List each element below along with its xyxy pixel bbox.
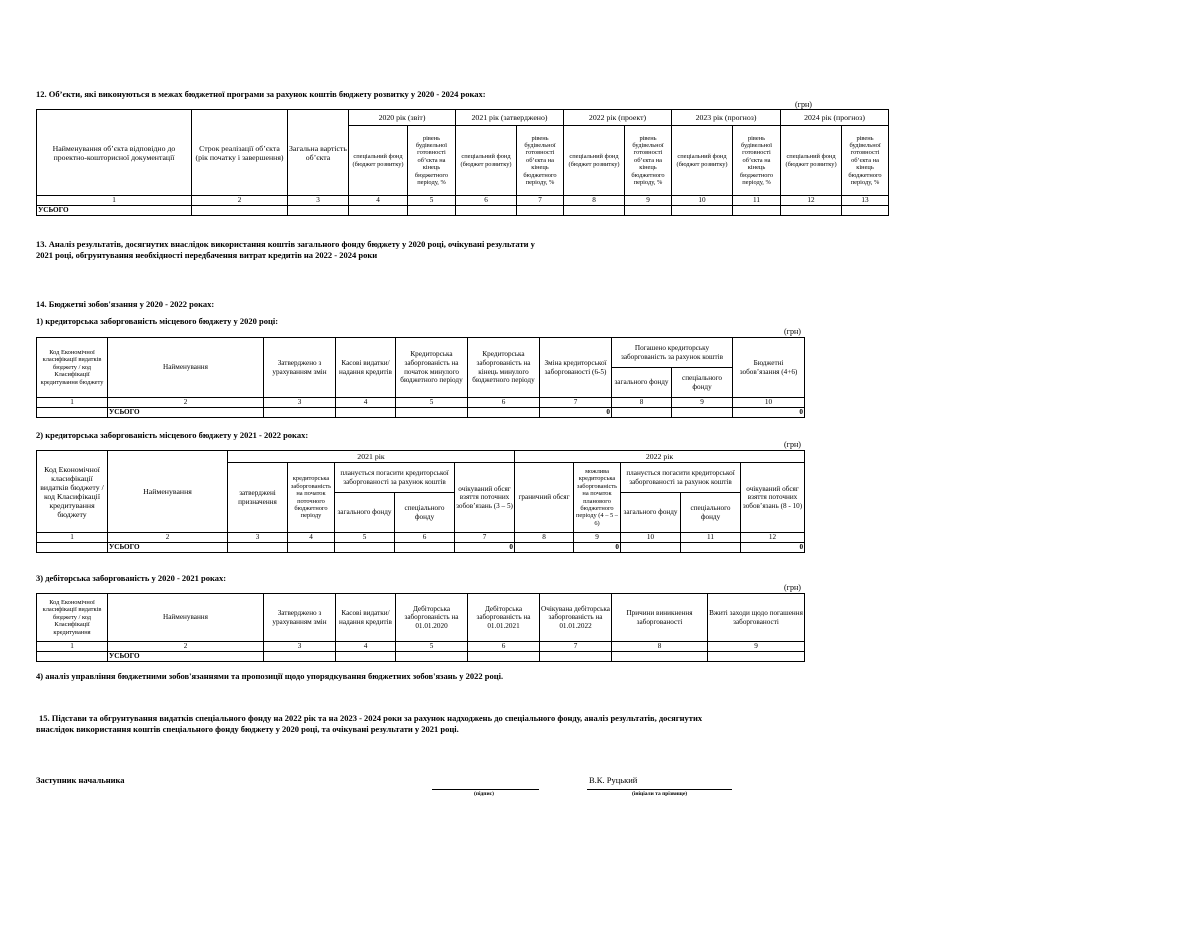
col-number: 9 bbox=[708, 642, 805, 652]
year-2024-header: 2024 рік (прогноз) bbox=[781, 110, 889, 126]
payables-2020-table bbox=[36, 337, 805, 418]
col-payables-start: Кредиторська заборгованість на початок минулого бюджетного періоду bbox=[396, 338, 468, 398]
col-payables-end: Кредиторська заборгованість на кінець минулого бюджетного періоду bbox=[468, 338, 540, 398]
col-special-fund: спеціальний фонд (бюджет розвитку) bbox=[349, 126, 408, 196]
payables-2021-2022-title: 2) кредиторська заборгованість місцевого бюджету у 2021 - 2022 роках: bbox=[36, 430, 309, 440]
col-number: 3 bbox=[288, 196, 349, 206]
col-approved-2021: затверджені призначення bbox=[228, 463, 288, 533]
col-number: 5 bbox=[396, 398, 468, 408]
col-payables-change: Зміна кредиторської заборгованості (6-5) bbox=[540, 338, 612, 398]
signature-caption: (підпис) bbox=[474, 791, 494, 797]
col-limit-2022: граничний обсяг bbox=[515, 463, 574, 533]
col-code: Код Економічної класифікації видатків бюджету / код Класифікації кредитування бюджету bbox=[37, 338, 108, 398]
col-number: 4 bbox=[336, 398, 396, 408]
year-2022-header: 2022 рік bbox=[515, 451, 805, 463]
col-number: 2 bbox=[192, 196, 288, 206]
receivables-table bbox=[36, 593, 805, 662]
col-number: 2 bbox=[108, 533, 228, 543]
col-number: 12 bbox=[741, 533, 805, 543]
col-number: 1 bbox=[37, 196, 192, 206]
total-expected-obligations-2022: 0 bbox=[741, 543, 805, 553]
col-number: 10 bbox=[621, 533, 681, 543]
col-number: 8 bbox=[564, 196, 625, 206]
col-expected-obligations-2022: очікуваний обсяг взяття поточних зобов’язань (8 - 10) bbox=[741, 463, 805, 533]
col-name: Найменування bbox=[108, 451, 228, 533]
col-approved: Затверджено з урахуванням змін bbox=[264, 338, 336, 398]
col-approved: Затверджено з урахуванням змін bbox=[264, 594, 336, 642]
col-obligations: Бюджетні зобов’язання (4+6) bbox=[733, 338, 805, 398]
col-number: 7 bbox=[540, 398, 612, 408]
section-12-title: 12. Об’єкти, які виконуються в межах бюджетної програми за рахунок коштів бюджету розвитку у 2020 - 2024 роках: bbox=[36, 89, 486, 99]
receivables-unit: (грн) bbox=[784, 583, 801, 592]
receivables-title: 3) дебіторська заборгованість у 2020 - 2021 роках: bbox=[36, 573, 227, 583]
total-row-label: УСЬОГО bbox=[37, 206, 192, 216]
total-expected-obligations-2021: 0 bbox=[455, 543, 515, 553]
col-number: 5 bbox=[335, 533, 395, 543]
year-2021-header: 2021 рік (затверджено) bbox=[456, 110, 564, 126]
col-number: 1 bbox=[37, 642, 108, 652]
col-number: 4 bbox=[288, 533, 335, 543]
col-name: Найменування bbox=[108, 338, 264, 398]
col-expected-obligations-2021: очікуваний обсяг взяття поточних зобов’язань (3 – 5) bbox=[455, 463, 515, 533]
col-number: 2 bbox=[108, 642, 264, 652]
col-special-fund: спеціальний фонд (бюджет розвитку) bbox=[564, 126, 625, 196]
capital-objects-table bbox=[36, 109, 889, 216]
col-name: Найменування bbox=[108, 594, 264, 642]
year-2023-header: 2023 рік (прогноз) bbox=[672, 110, 781, 126]
col-number: 6 bbox=[456, 196, 517, 206]
col-number: 5 bbox=[408, 196, 456, 206]
col-code: Код Економічної класифікації видатків бюджету / код Класифікації кредитування бюджету bbox=[37, 451, 108, 533]
col-receivables-2020: Дебіторська заборгованість на 01.01.2020 bbox=[396, 594, 468, 642]
col-number: 6 bbox=[468, 642, 540, 652]
col-object-name: Найменування об’єкта відповідно до проектно-кошторисної документації bbox=[37, 110, 192, 196]
year-2020-header: 2020 рік (звіт) bbox=[349, 110, 456, 126]
col-number: 3 bbox=[228, 533, 288, 543]
col-number: 1 bbox=[37, 398, 108, 408]
col-number: 2 bbox=[108, 398, 264, 408]
col-number: 9 bbox=[574, 533, 621, 543]
total-payables-change: 0 bbox=[540, 408, 612, 418]
col-number: 8 bbox=[612, 398, 672, 408]
col-number: 1 bbox=[37, 533, 108, 543]
col-number: 10 bbox=[672, 196, 733, 206]
section-13-title-line1: 13. Аналіз результатів, досягнутих внаслідок використання коштів загального фонду бюджету у 2020 році, очікувані результати у bbox=[36, 239, 535, 249]
obligations-analysis-title: 4) аналіз управління бюджетними зобов'язаннями та пропозиції щодо упорядкування бюджетних зобов'язань у 2022 році. bbox=[36, 671, 504, 681]
total-obligations: 0 bbox=[733, 408, 805, 418]
col-number: 3 bbox=[264, 398, 336, 408]
total-row-label: УСЬОГО bbox=[108, 408, 264, 418]
year-2021-header: 2021 рік bbox=[228, 451, 515, 463]
col-number: 10 bbox=[733, 398, 805, 408]
section-13-title-line2: 2021 році, обгрунтування необхідності передбачення витрат кредитів на 2022 - 2024 роки bbox=[36, 250, 378, 260]
col-measures: Вжиті заходи щодо погашення заборгованості bbox=[708, 594, 805, 642]
col-number: 8 bbox=[612, 642, 708, 652]
section-15-title-line1: 15. Підстави та обгрунтування видатків спеціального фонду на 2022 рік та на 2023 - 2024 роки за рахунок надходжень до спеціального фонду, аналіз результатів, досягнутих bbox=[39, 713, 703, 723]
payables-2021-2022-unit: (грн) bbox=[784, 440, 801, 449]
year-2022-header: 2022 рік (проект) bbox=[564, 110, 672, 126]
name-line bbox=[587, 789, 732, 790]
col-special-fund: спеціальний фонд (бюджет розвитку) bbox=[672, 126, 733, 196]
col-number: 8 bbox=[515, 533, 574, 543]
col-receivables-2021: Дебіторська заборгованість на 01.01.2021 bbox=[468, 594, 540, 642]
col-special-fund: спеціальний фонд (бюджет розвитку) bbox=[456, 126, 517, 196]
col-number: 3 bbox=[264, 642, 336, 652]
total-possible-payables-2022: 0 bbox=[574, 543, 621, 553]
col-possible-payables-2022: можлива кредиторська заборгованість на початок планового бюджетного періоду (4 – 5 – 6) bbox=[574, 463, 621, 533]
col-planned-repay-2022: планується погасити кредиторської заборгованості за рахунок коштів bbox=[621, 463, 741, 493]
payables-2020-title: 1) кредиторська заборгованість місцевого бюджету у 2020 році: bbox=[36, 316, 279, 326]
col-number: 7 bbox=[540, 642, 612, 652]
section-15-title-line2: внаслідок використання коштів спеціального фонду бюджету у 2020 році, та очікувані результати у 2021 році. bbox=[36, 724, 459, 734]
col-number: 13 bbox=[842, 196, 889, 206]
col-number: 7 bbox=[455, 533, 515, 543]
col-number: 9 bbox=[625, 196, 672, 206]
col-number: 6 bbox=[395, 533, 455, 543]
col-number: 4 bbox=[336, 642, 396, 652]
col-readiness: рівень будівельної готовності об’єкта на кінець бюджетного періоду, % bbox=[842, 126, 889, 196]
col-number: 9 bbox=[672, 398, 733, 408]
signatory-name: В.К. Руцький bbox=[589, 775, 638, 785]
total-row-label: УСЬОГО bbox=[108, 652, 264, 662]
col-number: 12 bbox=[781, 196, 842, 206]
col-reasons: Причини виникнення заборгованості bbox=[612, 594, 708, 642]
col-readiness: рівень будівельної готовності об’єкта на кінець бюджетного періоду, % bbox=[625, 126, 672, 196]
col-total-cost: Загальна вартість об’єкта bbox=[288, 110, 349, 196]
col-cash-expenses: Касові видатки/ надання кредитів bbox=[336, 338, 396, 398]
col-general-fund: загального фонду bbox=[612, 368, 672, 398]
col-readiness: рівень будівельної готовності об’єкта на кінець бюджетного періоду, % bbox=[517, 126, 564, 196]
col-receivables-2022: Очікувана дебіторська заборгованість на 01.01.2022 bbox=[540, 594, 612, 642]
col-general-fund: загального фонду bbox=[621, 493, 681, 533]
col-special-fund: спеціального фонду bbox=[681, 493, 741, 533]
col-number: 5 bbox=[396, 642, 468, 652]
col-planned-repay-2021: планується погасити кредиторської заборгованості за рахунок коштів bbox=[335, 463, 455, 493]
total-row-label: УСЬОГО bbox=[108, 543, 228, 553]
col-general-fund: загального фонду bbox=[335, 493, 395, 533]
section-12-unit: (грн) bbox=[795, 100, 812, 109]
col-number: 11 bbox=[733, 196, 781, 206]
signatory-position: Заступник начальника bbox=[36, 775, 125, 785]
payables-2021-2022-table bbox=[36, 450, 805, 553]
col-number: 4 bbox=[349, 196, 408, 206]
col-readiness: рівень будівельної готовності об’єкта на кінець бюджетного періоду, % bbox=[408, 126, 456, 196]
signature-line bbox=[432, 789, 539, 790]
col-repaid: Погашено кредиторську заборгованість за рахунок коштів bbox=[612, 338, 733, 368]
name-caption: (ініціали та прізвище) bbox=[632, 791, 688, 797]
col-number: 7 bbox=[517, 196, 564, 206]
col-term: Строк реалізації об’єкта (рік початку і завершення) bbox=[192, 110, 288, 196]
col-payables-start-2021: кредиторська заборгованість на початок поточного бюджетного періоду bbox=[288, 463, 335, 533]
col-readiness: рівень будівельної готовності об’єкта на кінець бюджетного періоду, % bbox=[733, 126, 781, 196]
col-number: 6 bbox=[468, 398, 540, 408]
col-number: 11 bbox=[681, 533, 741, 543]
section-14-title: 14. Бюджетні зобов'язання у 2020 - 2022 роках: bbox=[36, 299, 215, 309]
col-special-fund: спеціального фонду bbox=[672, 368, 733, 398]
col-special-fund: спеціального фонду bbox=[395, 493, 455, 533]
col-special-fund: спеціальний фонд (бюджет розвитку) bbox=[781, 126, 842, 196]
col-code: Код Економічної класифікації видатків бюджету / код Класифікації кредитування bbox=[37, 594, 108, 642]
payables-2020-unit: (грн) bbox=[784, 327, 801, 336]
col-cash-expenses: Касові видатки/ надання кредитів bbox=[336, 594, 396, 642]
